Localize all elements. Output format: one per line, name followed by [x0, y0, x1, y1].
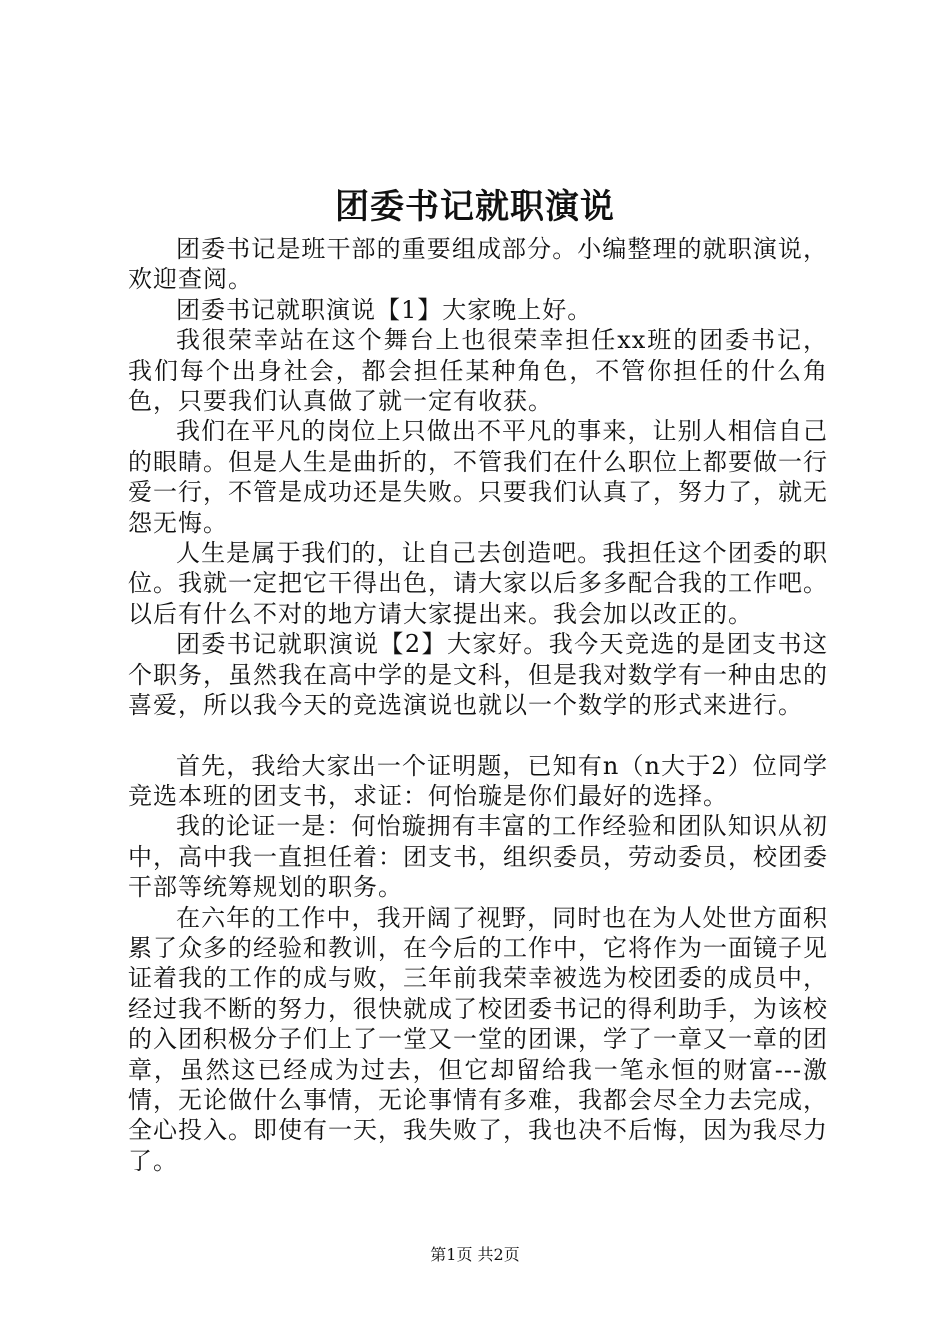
document-title: 团委书记就职演说	[335, 187, 615, 227]
page-footer: 第1页 共2页	[430, 1245, 520, 1264]
paragraph-speech-1-heading: 团委书记就职演说【1】大家晚上好。	[176, 295, 593, 324]
document-body	[128, 234, 828, 1176]
paragraph-proof: 首先，我给大家出一个证明题，已知有n（n大于2）位同学竞选本班的团支书，求证：何怡璇是你们最好的选择。	[128, 751, 828, 810]
paragraph-intro: 团委书记是班干部的重要组成部分。小编整理的就职演说，欢迎查阅。	[128, 235, 828, 294]
paragraph-honor: 我很荣幸站在这个舞台上也很荣幸担任xx班的团委书记，我们每个出身社会，都会担任某种角色，不管你担任的什么角色，只要我们认真做了就一定有收获。	[128, 326, 828, 416]
paragraph-argument-one: 我的论证一是：何怡璇拥有丰富的工作经验和团队知识从初中，高中我一直担任着：团支书，组织委员，劳动委员，校团委干部等统筹规划的职务。	[128, 812, 828, 902]
paragraph-speech-2-heading: 团委书记就职演说【2】大家好。我今天竞选的是团支书这个职务，虽然我在高中学的是文科，但是我对数学有一种由忠的喜爱，所以我今天的竞选演说也就以一个数学的形式来进行。	[128, 630, 828, 720]
paragraph-life: 人生是属于我们的，让自己去创造吧。我担任这个团委的职位。我就一定把它干得出色，请大家以后多多配合我的工作吧。以后有什么不对的地方请大家提出来。我会加以改正的。	[128, 539, 828, 628]
paragraph-six-years: 在六年的工作中，我开阔了视野，同时也在为人处世方面积累了众多的经验和教训，在今后的工作中，它将作为一面镜子见证着我的工作的成与败，三年前我荣幸被选为校团委的成员中，经过我不断的努力，很快就成了校团委书记的得利助手，为该校的入团积极分子们上了一堂又一堂的团课，学了一章又一章的团章，虽然这已经成为过去，但它却留给我一笔永恒的财富---激情，无论做什么事情，无论事情有多难，我都会尽全力去完成，全心投入。即使有一天，我失败了，我也决不后悔，因为我尽力了。	[128, 903, 828, 1175]
paragraph-ordinary-post: 我们在平凡的岗位上只做出不平凡的事来，让别人相信自己的眼睛。但是人生是曲折的，不管我们在什么职位上都要做一行爱一行，不管是成功还是失败。只要我们认真了，努力了，就无怨无悔。	[128, 417, 828, 537]
